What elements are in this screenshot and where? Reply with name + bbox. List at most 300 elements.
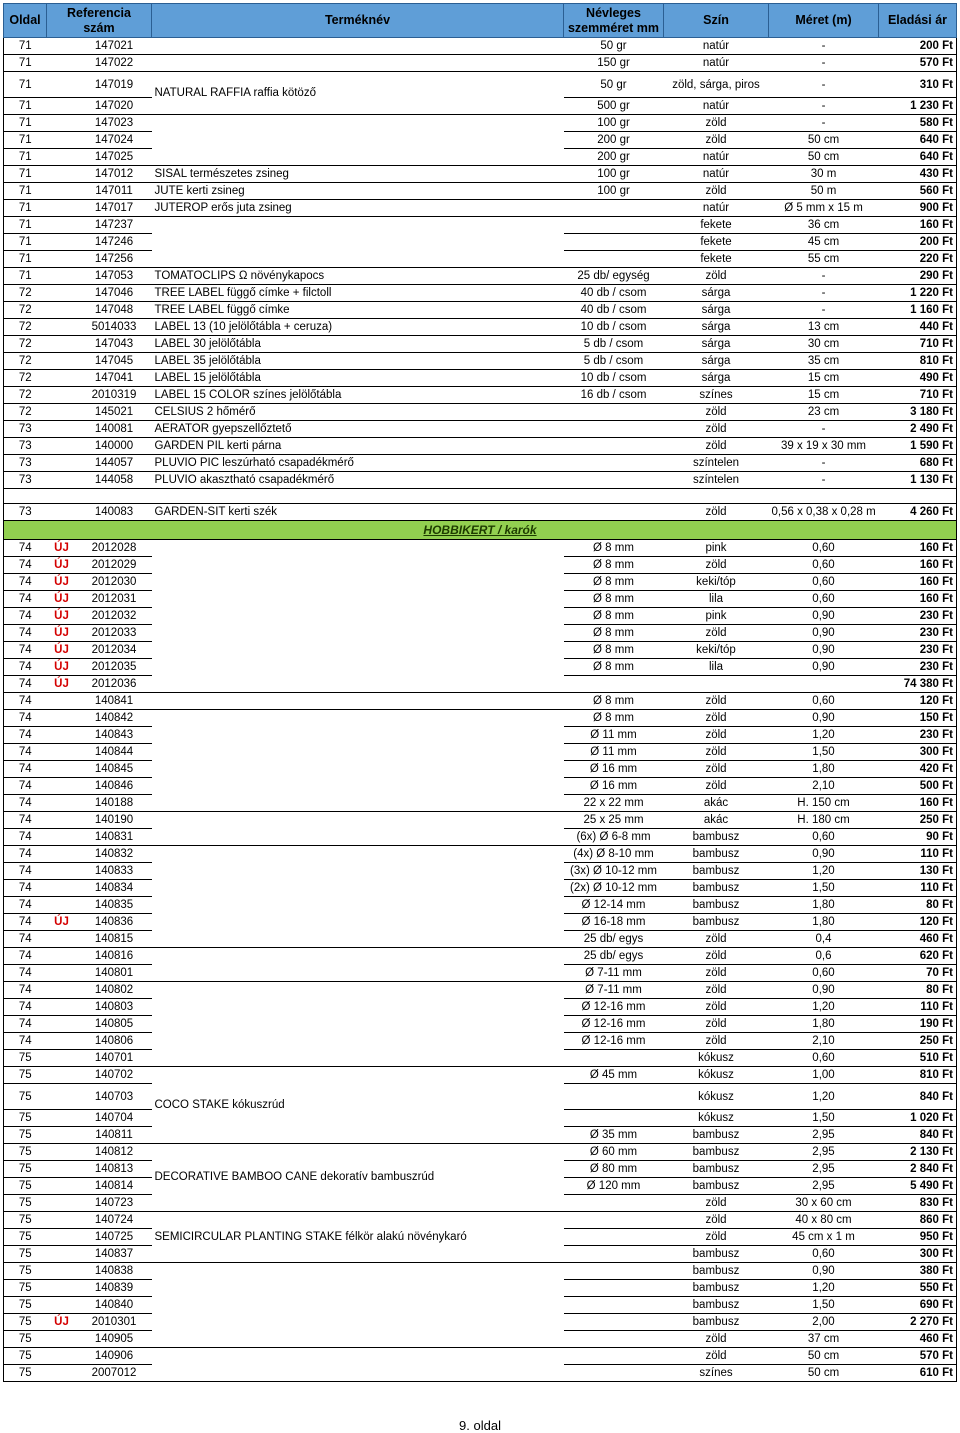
price-cell: 860 Ft <box>879 1212 957 1229</box>
table-row <box>4 268 957 285</box>
color-cell: natúr <box>664 200 769 217</box>
color-cell: zöld <box>664 625 769 642</box>
price-cell: 220 Ft <box>879 251 957 268</box>
new-badge <box>47 744 77 761</box>
price-cell: 710 Ft <box>879 336 957 353</box>
new-badge <box>47 217 77 234</box>
new-badge <box>47 132 77 149</box>
nominal-size <box>564 455 664 472</box>
page-ref-cell: 74 <box>4 914 47 931</box>
product-name <box>152 217 564 268</box>
color-cell: zöld <box>664 710 769 727</box>
page-ref-cell: 71 <box>4 268 47 285</box>
reference-number: 140806 <box>77 1033 152 1050</box>
price-cell: 710 Ft <box>879 387 957 404</box>
new-badge <box>47 727 77 744</box>
price-cell: 570 Ft <box>879 55 957 72</box>
size-cell: 0,90 <box>769 982 879 999</box>
size-cell: 1,50 <box>769 880 879 897</box>
table-row <box>4 504 957 521</box>
new-badge: ÚJ <box>47 676 77 693</box>
new-badge <box>47 55 77 72</box>
size-cell: 1,20 <box>769 1280 879 1297</box>
page-ref-cell: 75 <box>4 1110 47 1127</box>
price-cell: 3 180 Ft <box>879 404 957 421</box>
page-ref-cell: 74 <box>4 574 47 591</box>
table-row <box>4 370 957 387</box>
new-badge <box>47 421 77 438</box>
nominal-size <box>564 1110 664 1127</box>
size-cell: 15 cm <box>769 370 879 387</box>
price-cell: 640 Ft <box>879 132 957 149</box>
nominal-size: Ø 12-16 mm <box>564 999 664 1016</box>
size-cell: - <box>769 115 879 132</box>
reference-number: 140906 <box>77 1348 152 1365</box>
size-cell: 0,90 <box>769 625 879 642</box>
price-cell: 380 Ft <box>879 1263 957 1280</box>
page-ref-cell: 74 <box>4 1016 47 1033</box>
new-badge <box>47 999 77 1016</box>
new-badge <box>47 302 77 319</box>
size-cell: 50 m <box>769 183 879 200</box>
color-cell: zöld <box>664 1016 769 1033</box>
product-name <box>152 115 564 166</box>
new-badge <box>47 1263 77 1280</box>
size-cell: 2,00 <box>769 1314 879 1331</box>
size-cell: 0,56 x 0,38 x 0,28 m <box>769 504 879 521</box>
size-cell: - <box>769 55 879 72</box>
size-cell: 0,60 <box>769 540 879 557</box>
color-cell: zöld, sárga, piros <box>664 72 769 98</box>
reference-number: 147011 <box>77 183 152 200</box>
size-cell: 0,6 <box>769 948 879 965</box>
size-cell <box>769 676 879 693</box>
page-ref-cell: 74 <box>4 693 47 710</box>
new-badge <box>47 931 77 948</box>
page-ref-cell: 74 <box>4 557 47 574</box>
reference-number: 140840 <box>77 1297 152 1314</box>
price-cell: 120 Ft <box>879 693 957 710</box>
nominal-size: 200 gr <box>564 149 664 166</box>
color-cell: sárga <box>664 302 769 319</box>
nominal-size <box>564 1314 664 1331</box>
color-cell: bambusz <box>664 1246 769 1263</box>
size-cell: 55 cm <box>769 251 879 268</box>
reference-number: 140188 <box>77 795 152 812</box>
new-badge <box>47 404 77 421</box>
color-cell: zöld <box>664 982 769 999</box>
color-cell: sárga <box>664 370 769 387</box>
new-badge <box>47 812 77 829</box>
color-cell: zöld <box>664 268 769 285</box>
table-row <box>4 336 957 353</box>
color-cell: kókusz <box>664 1084 769 1110</box>
nominal-size: Ø 45 mm <box>564 1067 664 1084</box>
new-badge <box>47 761 77 778</box>
nominal-size: 50 gr <box>564 72 664 98</box>
size-cell: 23 cm <box>769 404 879 421</box>
new-badge <box>47 863 77 880</box>
nominal-size: 100 gr <box>564 166 664 183</box>
price-cell: 570 Ft <box>879 1348 957 1365</box>
product-name: TREE LABEL függő címke <box>152 302 564 319</box>
product-name <box>152 693 564 710</box>
reference-number: 147041 <box>77 370 152 387</box>
page-ref-cell: 75 <box>4 1314 47 1331</box>
color-cell: bambusz <box>664 829 769 846</box>
product-name <box>152 540 564 693</box>
color-cell: zöld <box>664 1348 769 1365</box>
nominal-size: 5 db / csom <box>564 353 664 370</box>
color-cell: zöld <box>664 404 769 421</box>
nominal-size: 25 x 25 mm <box>564 812 664 829</box>
page-ref-cell: 74 <box>4 931 47 948</box>
page-ref-cell: 74 <box>4 863 47 880</box>
nominal-size: Ø 8 mm <box>564 591 664 608</box>
price-cell: 950 Ft <box>879 1229 957 1246</box>
nominal-size <box>564 1331 664 1348</box>
reference-number: 5014033 <box>77 319 152 336</box>
color-cell: kókusz <box>664 1110 769 1127</box>
color-cell: sárga <box>664 336 769 353</box>
reference-number: 140703 <box>77 1084 152 1110</box>
price-cell: 2 270 Ft <box>879 1314 957 1331</box>
page-ref-cell: 75 <box>4 1067 47 1084</box>
price-cell: 120 Ft <box>879 914 957 931</box>
reference-number: 2012032 <box>77 608 152 625</box>
size-cell: 2,95 <box>769 1161 879 1178</box>
nominal-size: Ø 12-14 mm <box>564 897 664 914</box>
nominal-size <box>564 1195 664 1212</box>
reference-number: 147237 <box>77 217 152 234</box>
reference-number: 140842 <box>77 710 152 727</box>
page-ref-cell: 74 <box>4 710 47 727</box>
new-badge <box>47 353 77 370</box>
size-cell: 0,60 <box>769 557 879 574</box>
size-cell: 15 cm <box>769 387 879 404</box>
reference-number: 147256 <box>77 251 152 268</box>
reference-number: 140839 <box>77 1280 152 1297</box>
product-name: COCO STAKE kókuszrúd <box>152 1067 564 1144</box>
page-ref-cell: 74 <box>4 1033 47 1050</box>
nominal-size <box>564 1246 664 1263</box>
new-badge <box>47 1067 77 1084</box>
reference-number: 140801 <box>77 965 152 982</box>
price-cell: 160 Ft <box>879 540 957 557</box>
size-cell: 50 cm <box>769 1348 879 1365</box>
size-cell: 0,60 <box>769 829 879 846</box>
color-cell: zöld <box>664 421 769 438</box>
table-row <box>4 982 957 999</box>
color-cell: natúr <box>664 149 769 166</box>
reference-number: 2010319 <box>77 387 152 404</box>
nominal-size: Ø 7-11 mm <box>564 965 664 982</box>
page-ref-cell: 74 <box>4 727 47 744</box>
reference-number: 140814 <box>77 1178 152 1195</box>
nominal-size: 25 db/ egys <box>564 948 664 965</box>
page-ref-cell: 71 <box>4 200 47 217</box>
reference-number: 140836 <box>77 914 152 931</box>
nominal-size <box>564 404 664 421</box>
page-ref-cell: 71 <box>4 251 47 268</box>
color-cell: kókusz <box>664 1067 769 1084</box>
nominal-size: Ø 8 mm <box>564 642 664 659</box>
price-cell: 420 Ft <box>879 761 957 778</box>
price-cell: 690 Ft <box>879 1297 957 1314</box>
header-oldal: Oldal <box>4 4 47 38</box>
reference-number: 140190 <box>77 812 152 829</box>
color-cell: pink <box>664 608 769 625</box>
page-ref-cell: 75 <box>4 1178 47 1195</box>
price-cell: 2 490 Ft <box>879 421 957 438</box>
nominal-size: Ø 16 mm <box>564 778 664 795</box>
reference-number: 147012 <box>77 166 152 183</box>
reference-number: 140813 <box>77 1161 152 1178</box>
reference-number: 140831 <box>77 829 152 846</box>
price-cell: 110 Ft <box>879 846 957 863</box>
color-cell: bambusz <box>664 1280 769 1297</box>
nominal-size: Ø 12-16 mm <box>564 1016 664 1033</box>
price-cell: 560 Ft <box>879 183 957 200</box>
price-cell: 580 Ft <box>879 115 957 132</box>
spacer-row <box>4 489 957 504</box>
nominal-size: Ø 80 mm <box>564 1161 664 1178</box>
new-badge: ÚJ <box>47 1314 77 1331</box>
page-ref-cell: 74 <box>4 795 47 812</box>
table-row <box>4 353 957 370</box>
nominal-size: Ø 8 mm <box>564 693 664 710</box>
price-list-sheet <box>3 3 956 1382</box>
price-cell: 80 Ft <box>879 982 957 999</box>
page-ref-cell: 71 <box>4 149 47 166</box>
reference-number: 140803 <box>77 999 152 1016</box>
new-badge <box>47 183 77 200</box>
color-cell: zöld <box>664 744 769 761</box>
new-badge <box>47 251 77 268</box>
color-cell: bambusz <box>664 846 769 863</box>
new-badge <box>47 370 77 387</box>
page-ref-cell: 74 <box>4 965 47 982</box>
page-ref-cell: 74 <box>4 829 47 846</box>
color-cell: bambusz <box>664 863 769 880</box>
price-cell: 500 Ft <box>879 778 957 795</box>
reference-number: 144057 <box>77 455 152 472</box>
new-badge <box>47 1050 77 1067</box>
size-cell: 2,10 <box>769 778 879 795</box>
color-cell: natúr <box>664 55 769 72</box>
reference-number: 140704 <box>77 1110 152 1127</box>
nominal-size: 5 db / csom <box>564 336 664 353</box>
section-title: HOBBIKERT / karók <box>4 521 957 540</box>
color-cell: akác <box>664 812 769 829</box>
page-ref-cell: 75 <box>4 1144 47 1161</box>
section-header-row <box>4 521 957 540</box>
color-cell: kókusz <box>664 1050 769 1067</box>
nominal-size: 25 db/ egység <box>564 268 664 285</box>
product-name <box>152 1348 564 1382</box>
reference-number: 147046 <box>77 285 152 302</box>
size-cell: 1,80 <box>769 914 879 931</box>
new-badge <box>47 72 77 98</box>
new-badge: ÚJ <box>47 574 77 591</box>
table-row <box>4 812 957 829</box>
reference-number: 2010301 <box>77 1314 152 1331</box>
table-row <box>4 1067 957 1084</box>
color-cell: keki/tóp <box>664 642 769 659</box>
reference-number: 147053 <box>77 268 152 285</box>
size-cell: - <box>769 98 879 115</box>
new-badge <box>47 1195 77 1212</box>
reference-number: 140833 <box>77 863 152 880</box>
size-cell: 0,90 <box>769 608 879 625</box>
product-name: LABEL 35 jelölőtábla <box>152 353 564 370</box>
page-ref-cell: 74 <box>4 880 47 897</box>
size-cell: 2,95 <box>769 1144 879 1161</box>
reference-number: 140835 <box>77 897 152 914</box>
price-cell: 510 Ft <box>879 1050 957 1067</box>
product-name <box>152 1263 564 1348</box>
price-cell: 620 Ft <box>879 948 957 965</box>
reference-number: 140811 <box>77 1127 152 1144</box>
nominal-size: Ø 16 mm <box>564 761 664 778</box>
price-cell: 160 Ft <box>879 591 957 608</box>
product-name: NATURAL RAFFIA raffia kötöző <box>152 72 564 115</box>
price-cell: 1 130 Ft <box>879 472 957 489</box>
table-row <box>4 421 957 438</box>
nominal-size <box>564 251 664 268</box>
new-badge: ÚJ <box>47 659 77 676</box>
new-badge <box>47 1331 77 1348</box>
size-cell: H. 180 cm <box>769 812 879 829</box>
page-ref-cell: 71 <box>4 38 47 55</box>
size-cell: 0,90 <box>769 659 879 676</box>
price-cell: 160 Ft <box>879 795 957 812</box>
nominal-size <box>564 1365 664 1382</box>
header-termeknev: Terméknév <box>152 4 564 38</box>
reference-number: 147022 <box>77 55 152 72</box>
new-badge <box>47 268 77 285</box>
table-row <box>4 710 957 727</box>
new-badge <box>47 200 77 217</box>
table-row <box>4 200 957 217</box>
page-ref-cell: 72 <box>4 319 47 336</box>
nominal-size: Ø 8 mm <box>564 710 664 727</box>
color-cell: lila <box>664 591 769 608</box>
new-badge <box>47 795 77 812</box>
table-row <box>4 115 957 132</box>
product-name <box>152 812 564 846</box>
reference-number: 147024 <box>77 132 152 149</box>
price-cell: 840 Ft <box>879 1084 957 1110</box>
product-name: LABEL 30 jelölőtábla <box>152 336 564 353</box>
new-badge <box>47 846 77 863</box>
nominal-size <box>564 1084 664 1110</box>
size-cell: 0,60 <box>769 965 879 982</box>
size-cell: - <box>769 421 879 438</box>
page-ref-cell: 75 <box>4 1229 47 1246</box>
page-ref-cell: 73 <box>4 472 47 489</box>
price-cell: 2 130 Ft <box>879 1144 957 1161</box>
price-cell: 230 Ft <box>879 727 957 744</box>
price-cell: 460 Ft <box>879 931 957 948</box>
table-row <box>4 166 957 183</box>
size-cell: 30 m <box>769 166 879 183</box>
page-number: 9. oldal <box>459 1418 501 1433</box>
product-name <box>152 846 564 948</box>
new-badge: ÚJ <box>47 642 77 659</box>
color-cell: sárga <box>664 353 769 370</box>
page-ref-cell: 74 <box>4 659 47 676</box>
product-name <box>152 710 564 812</box>
price-cell: 150 Ft <box>879 710 957 727</box>
nominal-size: 22 x 22 mm <box>564 795 664 812</box>
nominal-size: (2x) Ø 10-12 mm <box>564 880 664 897</box>
new-badge <box>47 387 77 404</box>
size-cell: 30 x 60 cm <box>769 1195 879 1212</box>
reference-number: 140725 <box>77 1229 152 1246</box>
color-cell: zöld <box>664 727 769 744</box>
nominal-size <box>564 1212 664 1229</box>
nominal-size: Ø 8 mm <box>564 608 664 625</box>
price-cell: 300 Ft <box>879 1246 957 1263</box>
reference-number: 140844 <box>77 744 152 761</box>
size-cell: 0,90 <box>769 846 879 863</box>
page-ref-cell: 74 <box>4 608 47 625</box>
product-name: TOMATOCLIPS Ω növénykapocs <box>152 268 564 285</box>
size-cell: 1,50 <box>769 744 879 761</box>
page-ref-cell: 75 <box>4 1084 47 1110</box>
reference-number: 140838 <box>77 1263 152 1280</box>
table-row <box>4 472 957 489</box>
price-cell: 430 Ft <box>879 166 957 183</box>
new-badge: ÚJ <box>47 608 77 625</box>
page-ref-cell: 72 <box>4 285 47 302</box>
price-cell: 290 Ft <box>879 268 957 285</box>
new-badge <box>47 1365 77 1382</box>
reference-number: 140805 <box>77 1016 152 1033</box>
price-cell: 1 160 Ft <box>879 302 957 319</box>
price-cell: 550 Ft <box>879 1280 957 1297</box>
new-badge: ÚJ <box>47 591 77 608</box>
price-cell: 80 Ft <box>879 897 957 914</box>
price-cell: 230 Ft <box>879 659 957 676</box>
price-cell: 160 Ft <box>879 557 957 574</box>
new-badge <box>47 504 77 521</box>
new-badge <box>47 1033 77 1050</box>
price-cell: 230 Ft <box>879 608 957 625</box>
color-cell: bambusz <box>664 1297 769 1314</box>
page-ref-cell: 75 <box>4 1331 47 1348</box>
nominal-size: Ø 8 mm <box>564 557 664 574</box>
color-cell: zöld <box>664 1212 769 1229</box>
color-cell: zöld <box>664 948 769 965</box>
new-badge <box>47 710 77 727</box>
new-badge <box>47 98 77 115</box>
reference-number: 140837 <box>77 1246 152 1263</box>
new-badge <box>47 115 77 132</box>
new-badge <box>47 897 77 914</box>
color-cell: bambusz <box>664 897 769 914</box>
reference-number: 2012035 <box>77 659 152 676</box>
color-cell: zöld <box>664 504 769 521</box>
page-ref-cell: 72 <box>4 336 47 353</box>
new-badge <box>47 778 77 795</box>
reference-number: 147017 <box>77 200 152 217</box>
size-cell: - <box>769 472 879 489</box>
color-cell: színes <box>664 387 769 404</box>
color-cell: sárga <box>664 285 769 302</box>
reference-number: 140812 <box>77 1144 152 1161</box>
